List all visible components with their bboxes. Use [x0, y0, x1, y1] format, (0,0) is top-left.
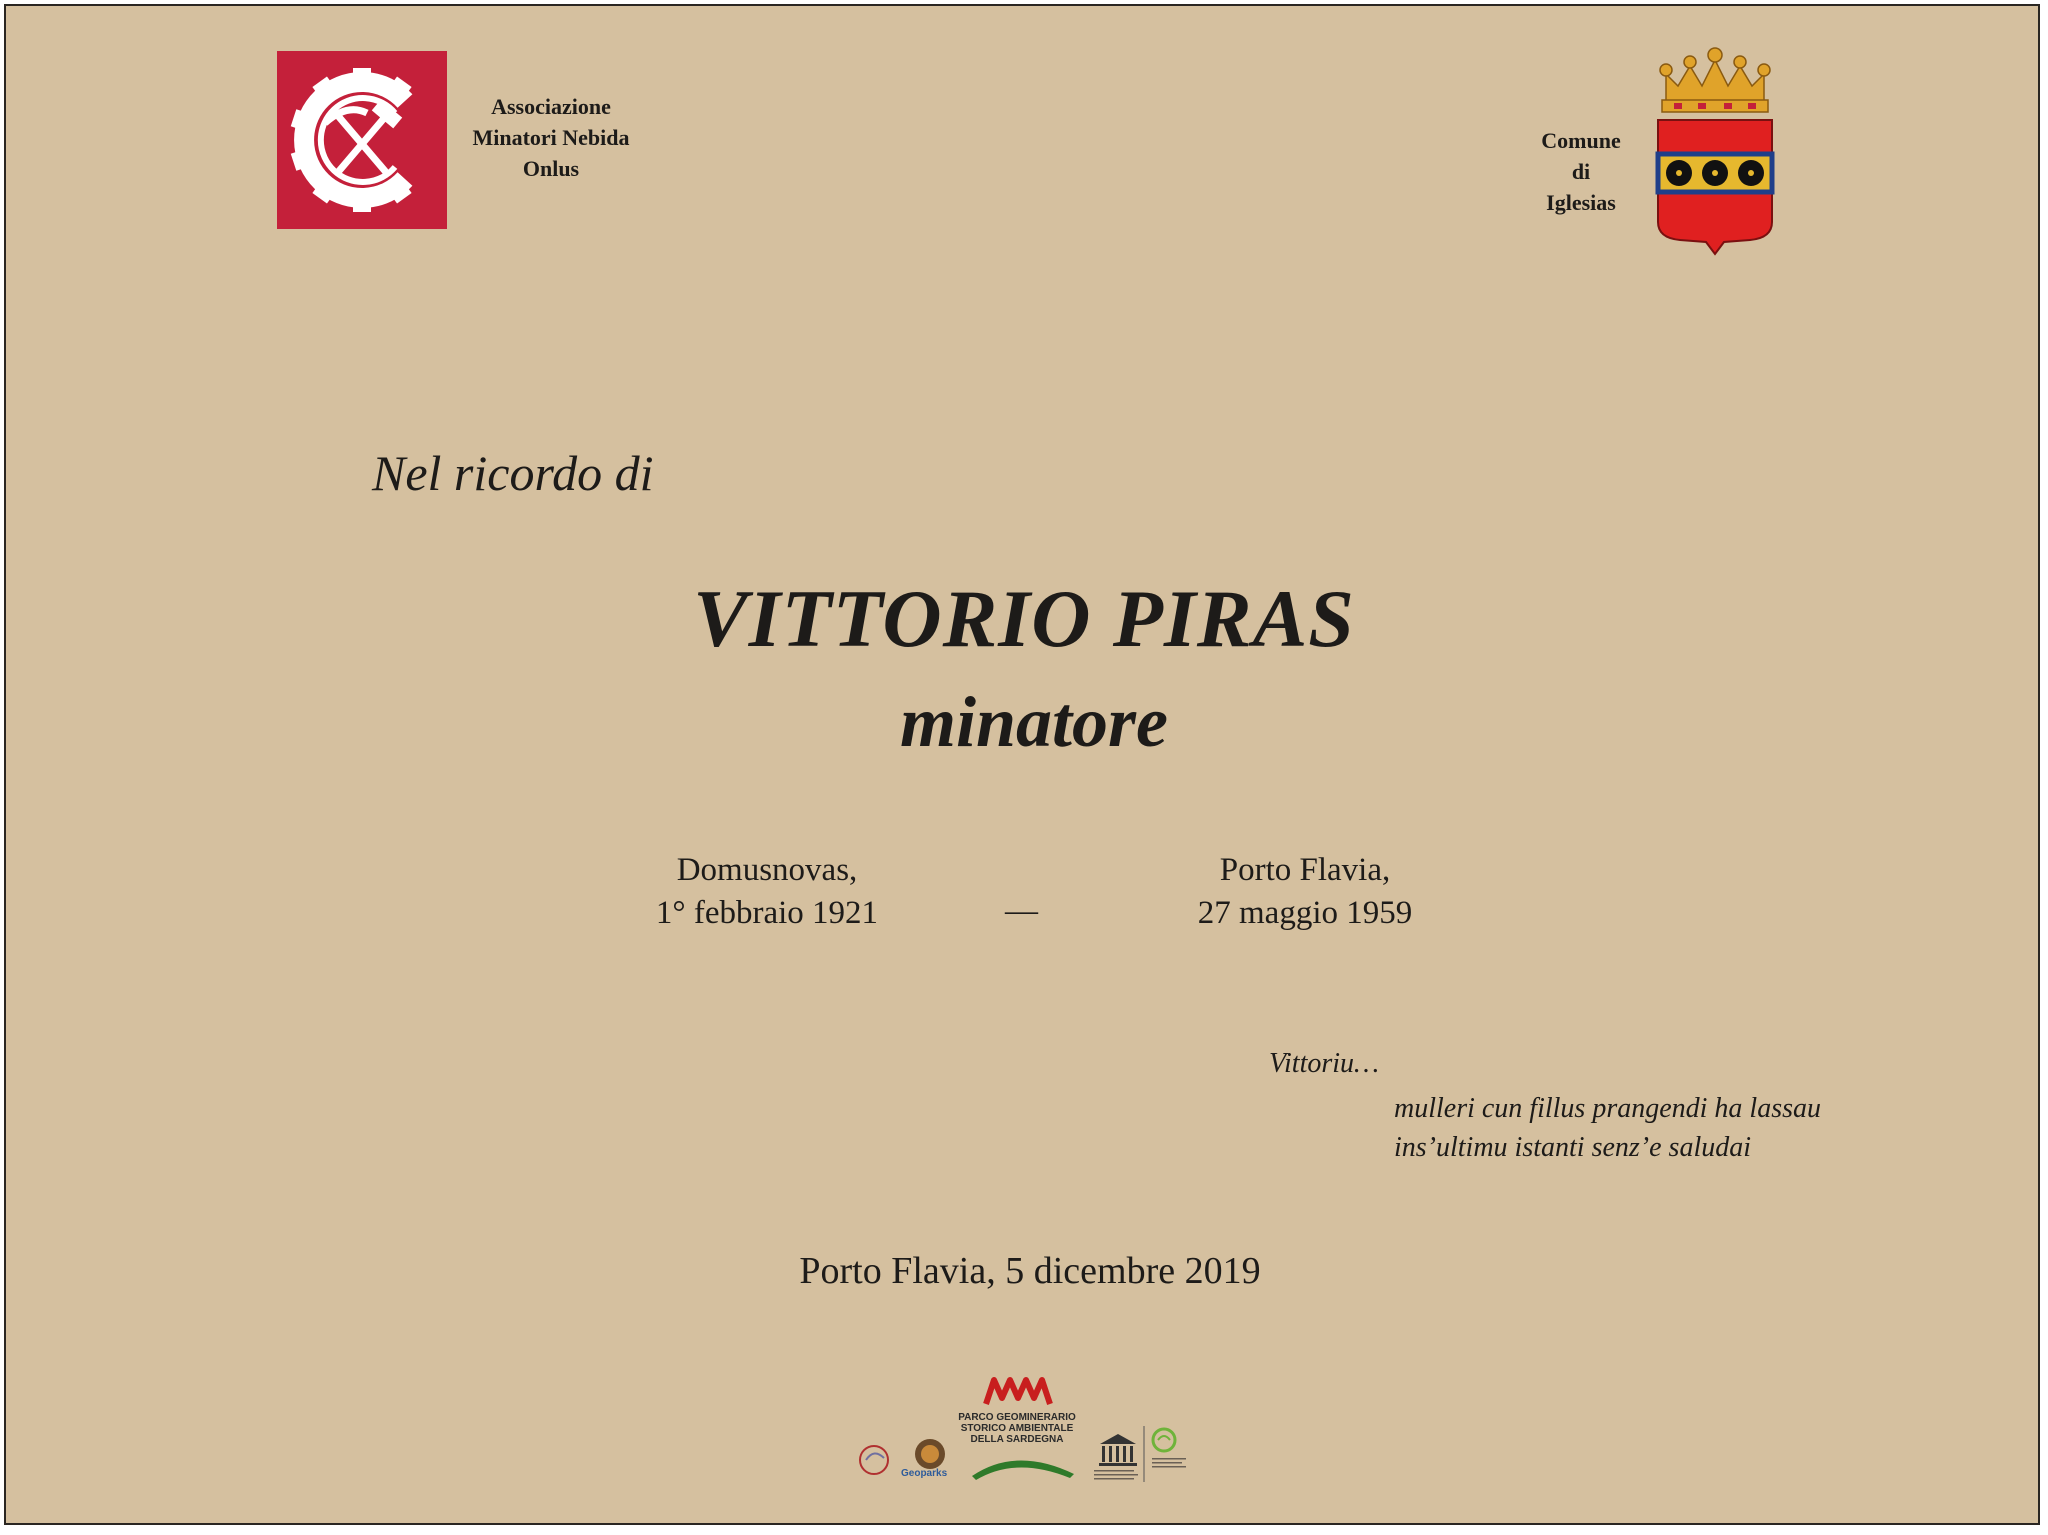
association-line-1: Associazione — [491, 94, 611, 119]
poem-line-3: ins’ultimu istanti senz’e saludai — [1394, 1132, 1751, 1163]
deceased-role: minatore — [899, 682, 1169, 762]
birth-place: Domusnovas, — [676, 852, 858, 888]
park-line-2: STORICO AMBIENTALE — [960, 1423, 1074, 1434]
death-info — [1145, 849, 1465, 935]
comune-line-1: Comune — [1541, 128, 1621, 153]
park-line-1: PARCO GEOMINERARIO — [958, 1412, 1076, 1423]
death-place: Porto Flavia, — [1219, 852, 1391, 888]
dedication-intro: Nel ricordo di — [372, 445, 654, 501]
unesco-logo-icon — [1099, 1434, 1137, 1466]
deceased-name: VITTORIO PIRAS — [693, 573, 1355, 664]
comune-line-2: di — [1571, 159, 1591, 184]
geoparks-label: Geoparks — [901, 1468, 948, 1479]
green-swoosh-icon — [972, 1460, 1074, 1480]
comune-line-3: Iglesias — [1546, 190, 1616, 215]
coat-of-arms-icon — [1654, 42, 1776, 260]
association-logo — [277, 51, 447, 229]
poem-line-1: Vittoriu… — [1269, 1048, 1379, 1079]
association-line-2: Minatori Nebida — [472, 125, 630, 150]
geopark-sardegna-icon — [1153, 1429, 1175, 1451]
memorial-plaque — [4, 4, 2040, 1525]
association-line-3: Onlus — [522, 156, 580, 181]
park-line-3: DELLA SARDEGNA — [970, 1434, 1064, 1445]
ceremony-place-date: Porto Flavia, 5 dicembre 2019 — [799, 1250, 1261, 1292]
date-separator: — — [1005, 893, 1038, 929]
association-name — [454, 91, 648, 184]
park-name — [946, 1412, 1088, 1445]
park-logo-icon — [986, 1380, 1050, 1404]
birth-info — [607, 849, 927, 935]
comune-name — [1516, 125, 1646, 218]
birth-date: 1° febbraio 1921 — [655, 895, 879, 931]
poem-line-2: mulleri cun fillus prangendi ha lassau — [1394, 1093, 1821, 1124]
partner-logo-icon — [860, 1446, 888, 1474]
death-date: 27 maggio 1959 — [1197, 895, 1413, 931]
